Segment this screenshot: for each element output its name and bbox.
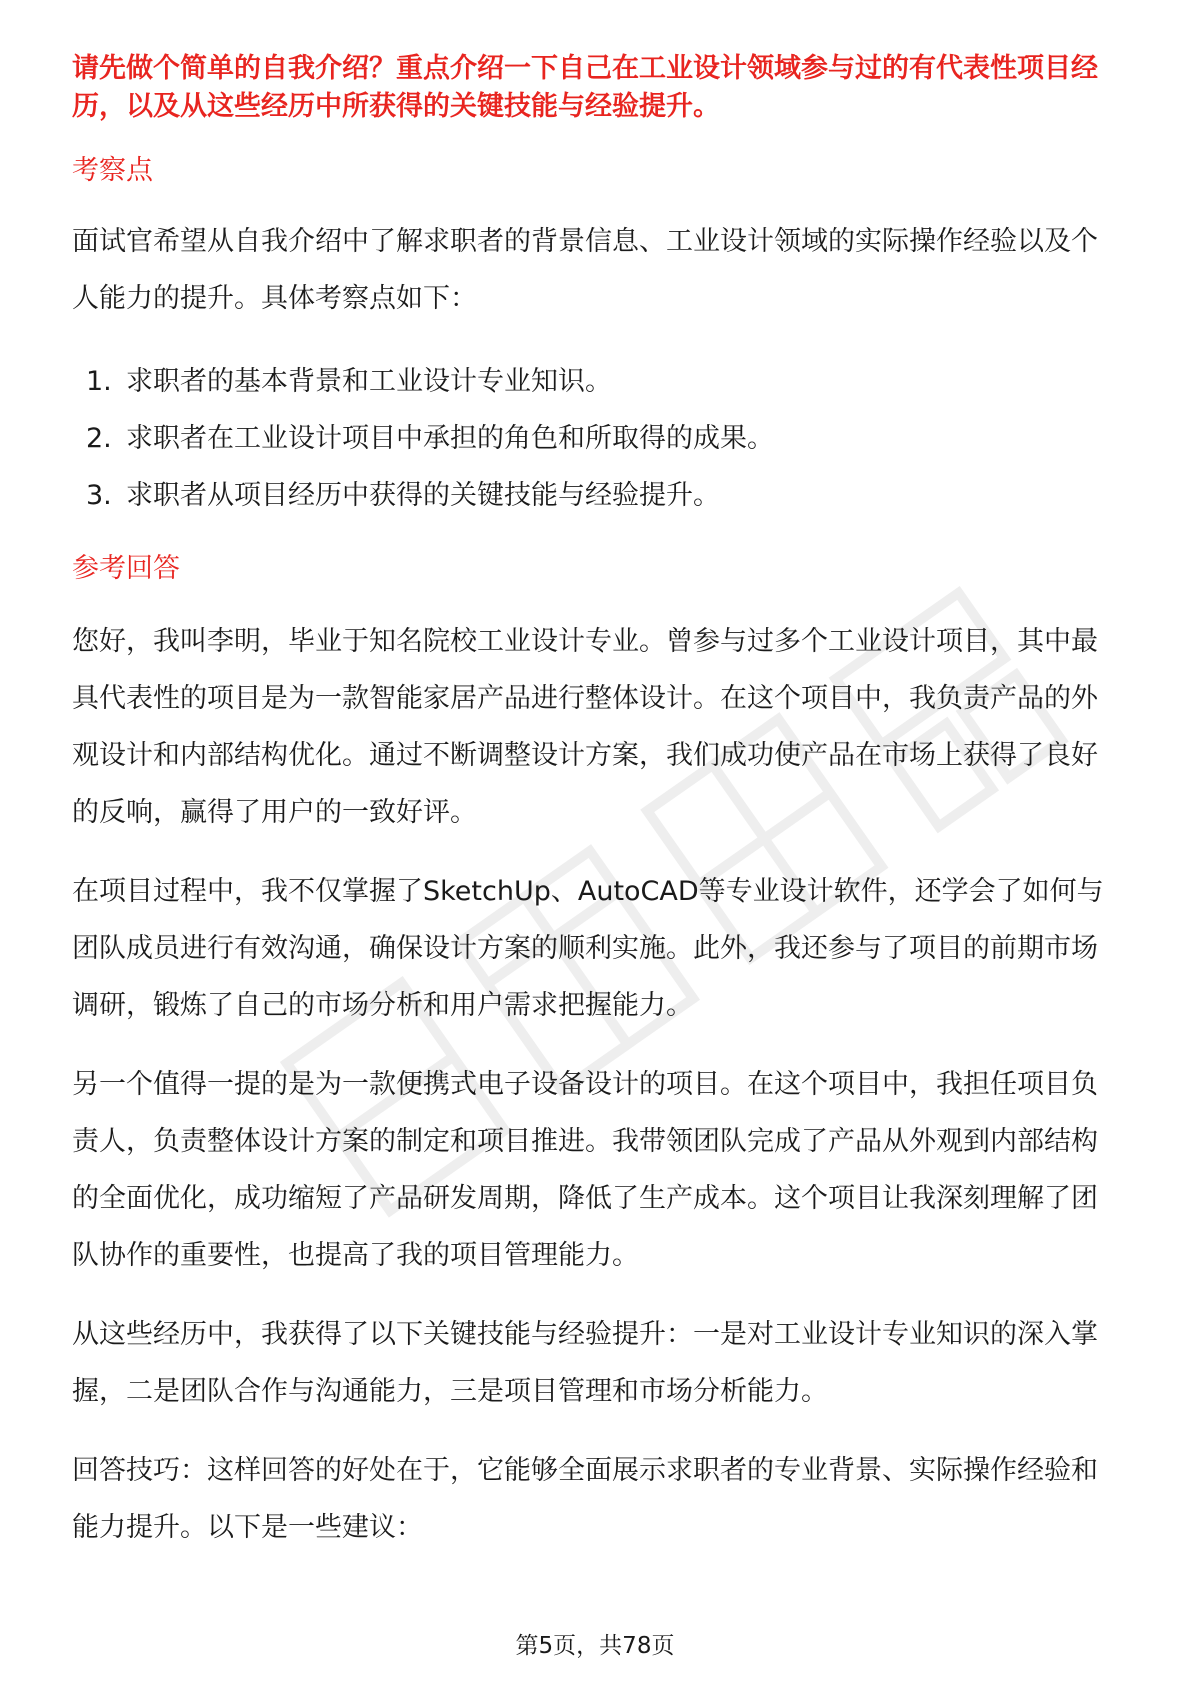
examine-heading: 考察点 [72,155,153,186]
answer-paragraph: 从这些经历中，我获得了以下关键技能与经验提升：一是对工业设计专业知识的深入掌握，二是团队合作与沟通能力，三是项目管理和市场分析能力。 [72,1319,1098,1407]
list-text: 求职者从项目经历中获得的关键技能与经验提升。 [126,480,720,511]
examine-points-list [72,353,1118,524]
answer-paragraph: 在项目过程中，我不仅掌握了SketchUp、AutoCAD等专业设计软件，还学会了如何与团队成员进行有效沟通，确保设计方案的顺利实施。此外，我还参与了项目的前期市场调研，锻炼了自己的市场分析和用户需求把握能力。 [72,876,1104,1021]
list-item [72,467,1118,524]
document-page [72,50,1118,1556]
list-item [72,353,1118,410]
list-text: 求职者在工业设计项目中承担的角色和所取得的成果。 [126,423,774,454]
examine-intro: 面试官希望从自我介绍中了解求职者的背景信息、工业设计领域的实际操作经验以及个人能力的提升。具体考察点如下： [72,226,1098,314]
list-number: 3. [86,480,112,511]
page-number-footer: 第5页，共78页 [515,1633,675,1659]
list-number: 2. [86,423,112,454]
answer-heading: 参考回答 [72,553,180,584]
interview-question: 请先做个简单的自我介绍？重点介绍一下自己在工业设计领域参与过的有代表性项目经历，以及从这些经历中所获得的关键技能与经验提升。 [72,53,1098,122]
list-number: 1. [86,366,112,397]
list-item [72,410,1118,467]
answer-paragraph: 您好，我叫李明，毕业于知名院校工业设计专业。曾参与过多个工业设计项目，其中最具代表性的项目是为一款智能家居产品进行整体设计。在这个项目中，我负责产品的外观设计和内部结构优化。通过不断调整设计方案，我们成功使产品在市场上获得了良好的反响，赢得了用户的一致好评。 [72,626,1098,828]
answer-paragraph: 另一个值得一提的是为一款便携式电子设备设计的项目。在这个项目中，我担任项目负责人，负责整体设计方案的制定和项目推进。我带领团队完成了产品从外观到内部结构的全面优化，成功缩短了产品研发周期，降低了生产成本。这个项目让我深刻理解了团队协作的重要性，也提高了我的项目管理能力。 [72,1069,1098,1271]
answer-tips: 回答技巧：这样回答的好处在于，它能够全面展示求职者的专业背景、实际操作经验和能力提升。以下是一些建议： [72,1455,1098,1543]
list-text: 求职者的基本背景和工业设计专业知识。 [126,366,612,397]
